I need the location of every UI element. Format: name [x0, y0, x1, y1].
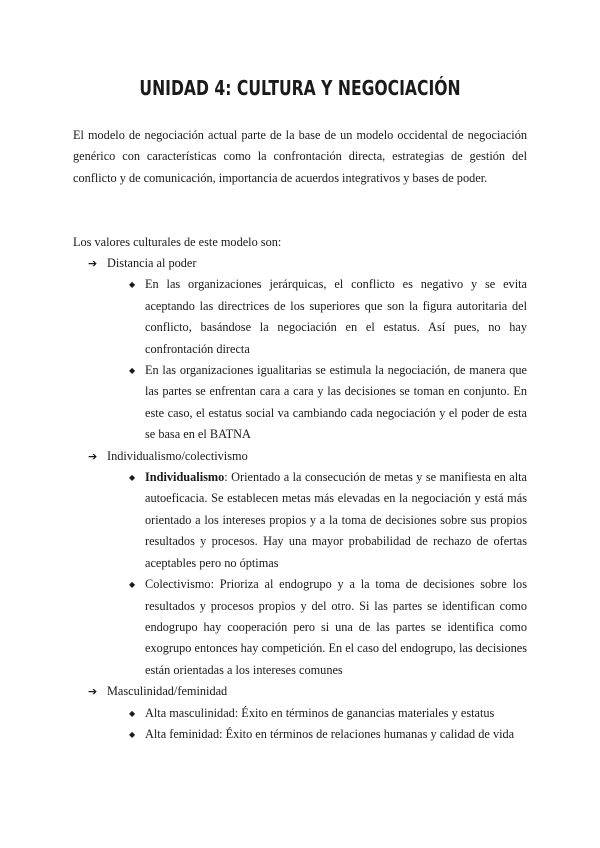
diamond-bullet-icon: ◆	[129, 729, 136, 739]
list-item	[0, 574, 527, 681]
list-item	[0, 446, 527, 467]
item-text: En las organizaciones igualitarias se estimula la negociación, de manera que las partes se enfrentan cara a cara y las decisiones se toman en conjunto. En este caso, el estatus social va cambiando cada negociación y el poder de esta se basa en el BATNA	[145, 363, 527, 442]
diamond-bullet-icon: ◆	[129, 366, 136, 376]
item-text	[145, 467, 527, 574]
values-list	[0, 253, 600, 745]
item-bold-term: Individualismo	[145, 470, 225, 485]
list-item	[0, 724, 527, 745]
section-heading: Masculinidad/feminidad	[107, 684, 228, 699]
list-item	[0, 253, 527, 274]
item-text: Colectivismo: Prioriza al endogrupo y a la toma de decisiones sobre los resultados y procesos propios y del otro. Si las partes se identifican como endogrupo hay cooperación pero si una de las partes se identifica como exogrupo entonces hay competición. En el caso del endogrupo, las decisiones están orientadas a los intereses comunes	[145, 577, 527, 677]
item-text: En las organizaciones jerárquicas, el conflicto es negativo y se evita aceptando las directrices de los superiores que son la figura autoritaria del conflicto, basándose la negociación en el estatus. Así pues, no hay confrontación directa	[145, 277, 527, 356]
item-text: Alta masculinidad: Éxito en términos de ganancias materiales y estatus	[145, 705, 495, 720]
diamond-bullet-icon: ◆	[129, 708, 136, 718]
list-item	[0, 703, 527, 724]
page-title: UNIDAD 4: CULTURA Y NEGOCIACIÓN	[139, 76, 461, 100]
list-item	[0, 681, 527, 702]
list-item	[0, 467, 527, 574]
arrow-icon: ➔	[88, 449, 98, 463]
item-rest-text: : Orientado a la consecución de metas y se manifiesta en alta autoeficacia. Se establecen metas más elevadas en la negociación y está más orientado a los intereses propios y a la toma de decisiones sobre sus propios resultados y procesos. Hay una mayor probabilidad de rechazo de ofertas aceptables pero no óptimas	[145, 470, 527, 570]
list-item	[0, 274, 527, 360]
diamond-bullet-icon: ◆	[129, 580, 136, 590]
lead-paragraph: Los valores culturales de este modelo son:	[73, 235, 282, 249]
arrow-icon: ➔	[88, 257, 98, 270]
item-text: Alta feminidad: Éxito en términos de relaciones humanas y calidad de vida	[145, 726, 515, 741]
diamond-bullet-icon: ◆	[129, 280, 136, 290]
diamond-bullet-icon: ◆	[129, 473, 136, 483]
section-heading: Individualismo/colectivismo	[107, 448, 248, 463]
arrow-icon: ➔	[88, 685, 98, 699]
section-heading: Distancia al poder	[107, 256, 197, 270]
intro-paragraph: El modelo de negociación actual parte de la base de un modelo occidental de negociación genérico con características como la confrontación directa, estrategias de gestión del conflicto y de comunicación, importancia de acuerdos integrativos y bases de poder.	[73, 128, 527, 185]
list-item	[0, 360, 527, 446]
